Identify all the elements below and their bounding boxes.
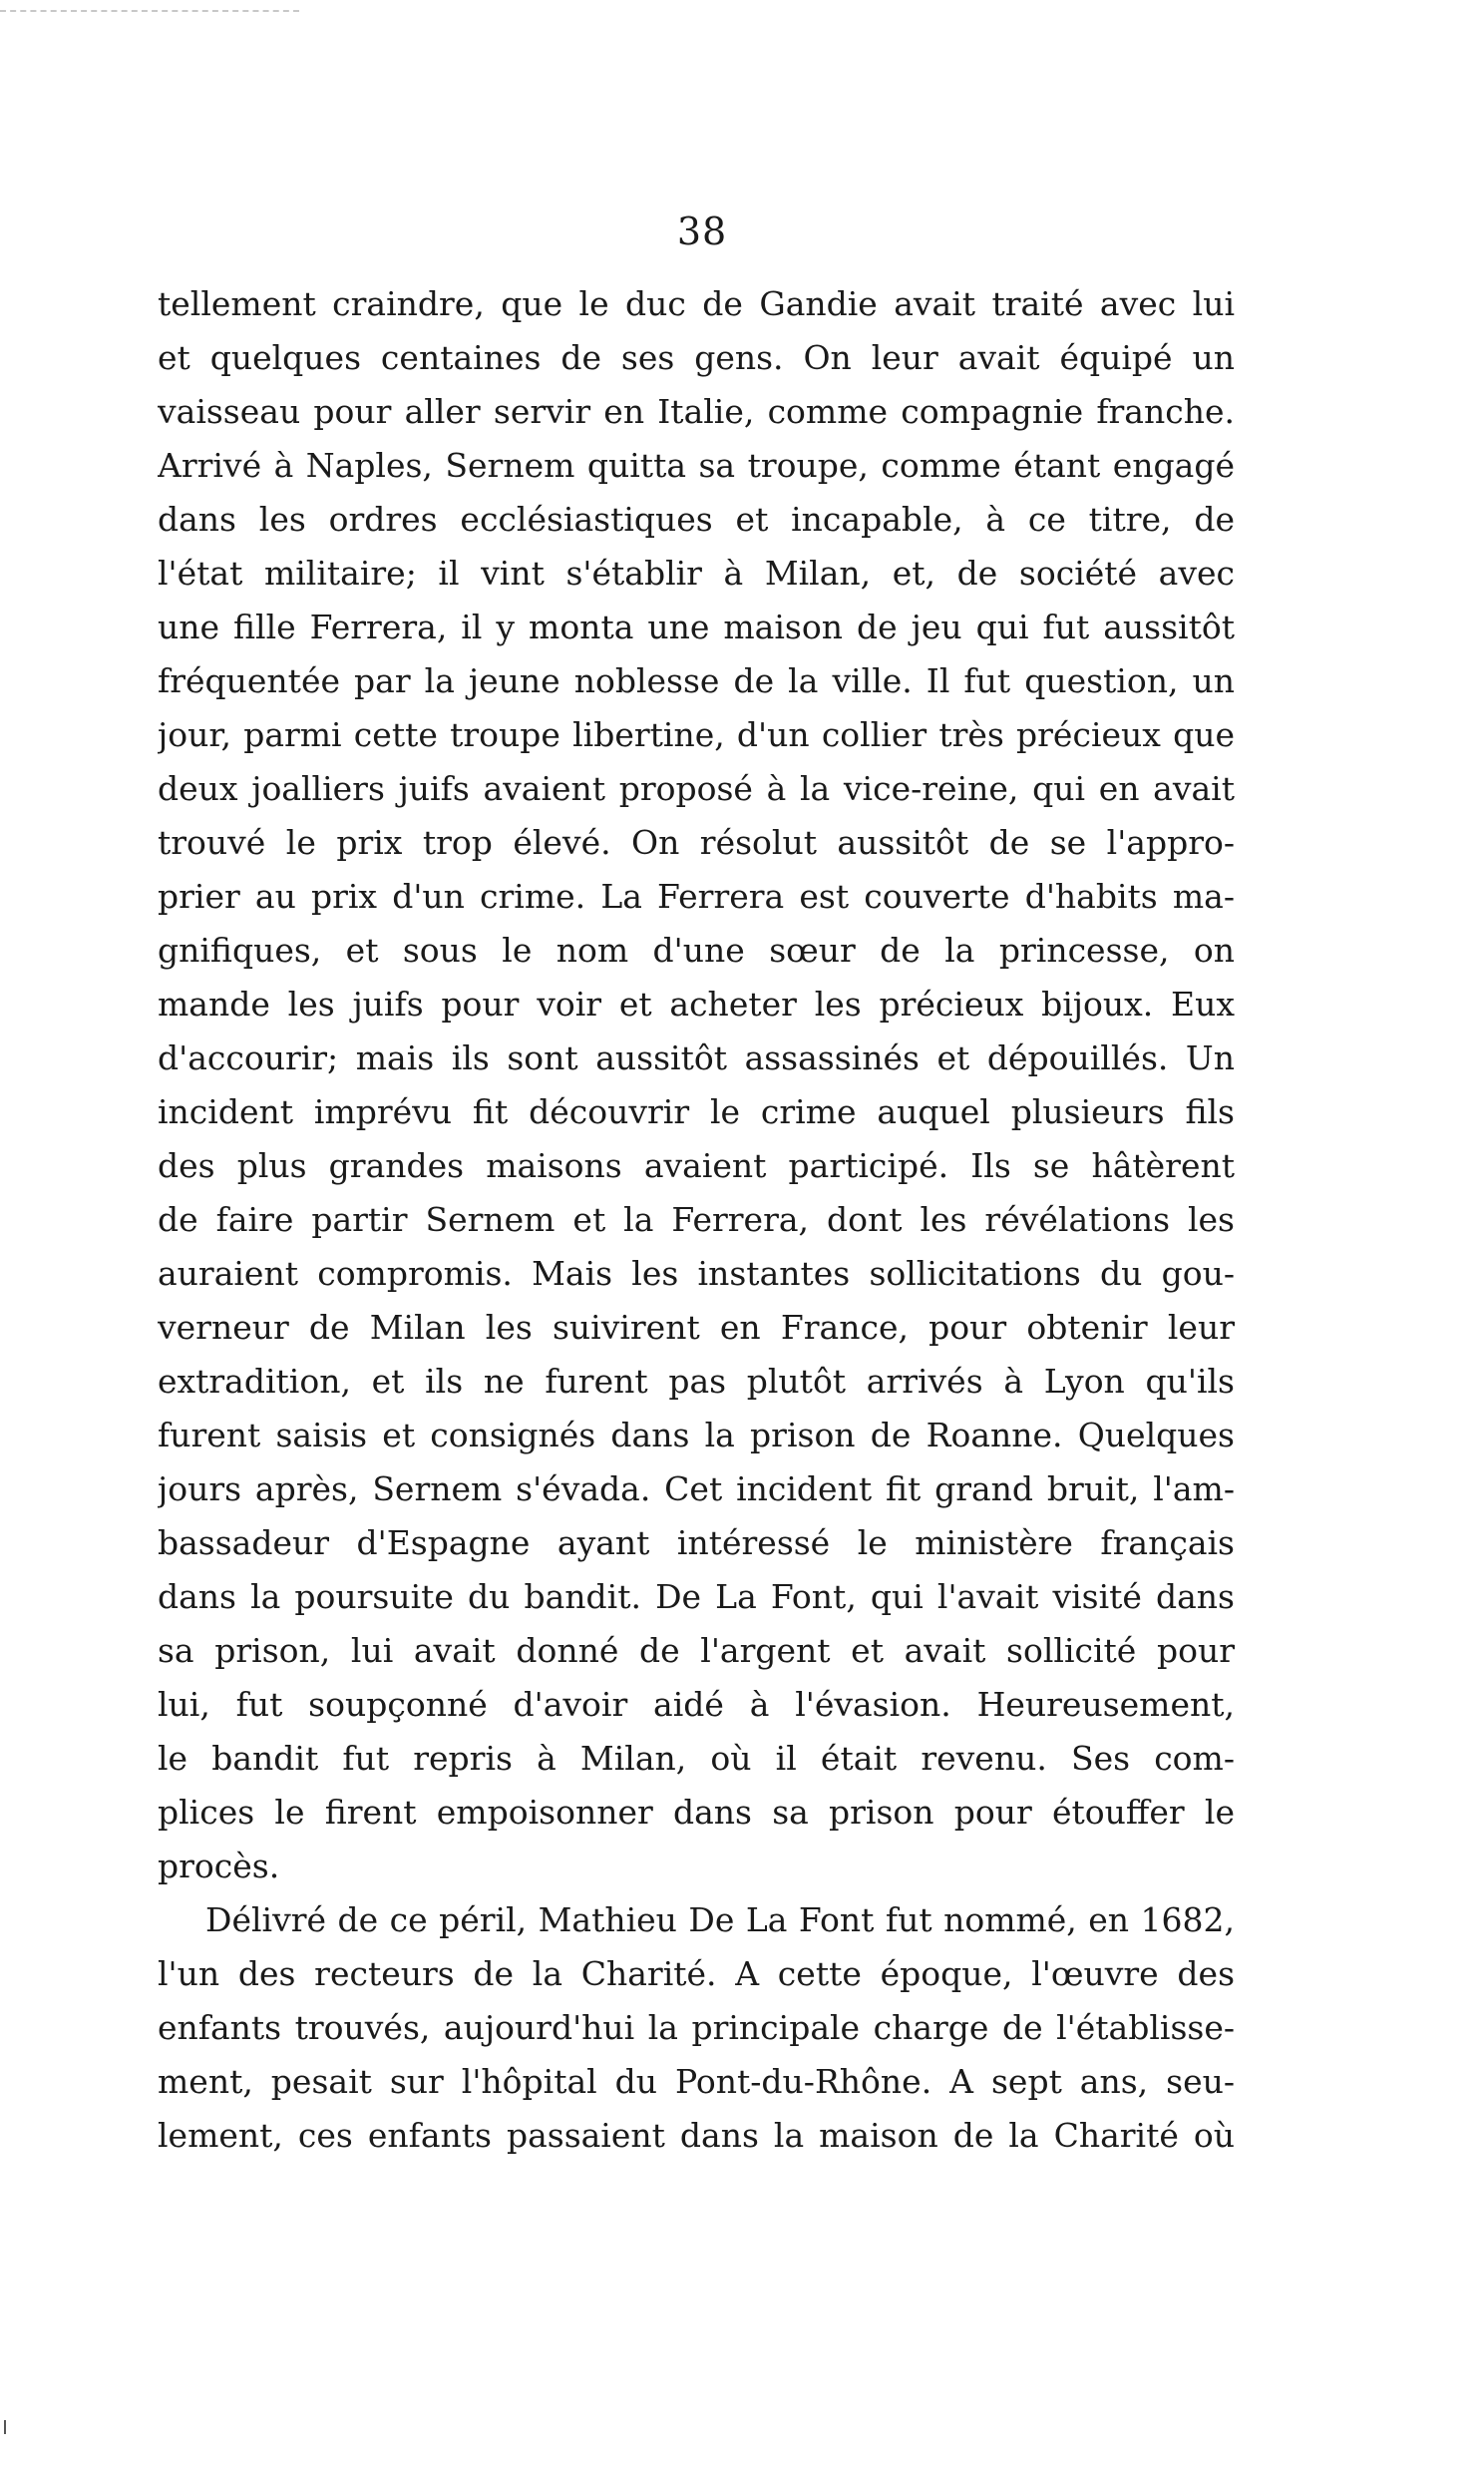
text-line: l'état militaire; il vint s'établir à Milan, et, de société avec	[158, 554, 1235, 593]
text-line: de faire partir Sernem et la Ferrera, dont les révélations les	[158, 1200, 1235, 1239]
text-line: bassadeur d'Espagne ayant intéressé le ministère français	[158, 1523, 1235, 1562]
paragraph-start-line: Délivré de ce péril, Mathieu De La Font fut nommé, en 1682,	[205, 1900, 1235, 1939]
text-line: auraient compromis. Mais les instantes sollicitations du gou-	[158, 1254, 1235, 1293]
body-text	[158, 277, 1235, 2163]
text-line: dans les ordres ecclésiastiques et incapable, à ce titre, de	[158, 500, 1235, 539]
text-line: incident imprévu fit découvrir le crime auquel plusieurs fils	[158, 1092, 1235, 1131]
paragraph-end-line: procès.	[158, 1847, 280, 1885]
text-line: d'accourir; mais ils sont aussitôt assassinés et dépouillés. Un	[158, 1038, 1235, 1077]
text-line: mande les juifs pour voir et acheter les précieux bijoux. Eux	[158, 985, 1235, 1024]
text-line: ment, pesait sur l'hôpital du Pont-du-Rhône. A sept ans, seu-	[158, 2062, 1235, 2101]
text-line: sa prison, lui avait donné de l'argent et avait sollicité pour	[158, 1631, 1235, 1670]
text-line: fréquentée par la jeune noblesse de la ville. Il fut question, un	[158, 661, 1235, 700]
text-line: et quelques centaines de ses gens. On leur avait équipé un	[158, 338, 1235, 377]
text-line: enfants trouvés, aujourd'hui la principale charge de l'établisse-	[158, 2008, 1235, 2047]
text-line: jour, parmi cette troupe libertine, d'un collier très précieux que	[158, 715, 1235, 754]
page-number: 38	[676, 209, 728, 253]
text-line: Arrivé à Naples, Sernem quitta sa troupe, comme étant engagé	[158, 446, 1235, 485]
scan-corner-mark	[4, 2420, 6, 2434]
text-line: deux joalliers juifs avaient proposé à la vice-reine, qui en avait	[158, 769, 1235, 808]
text-line: gnifiques, et sous le nom d'une sœur de la princesse, on	[158, 931, 1235, 970]
text-line: plices le firent empoisonner dans sa prison pour étouffer le	[158, 1793, 1235, 1832]
text-line: tellement craindre, que le duc de Gandie avait traité avec lui	[158, 284, 1235, 323]
text-line: une fille Ferrera, il y monta une maison de jeu qui fut aussitôt	[158, 608, 1235, 646]
text-line: dans la poursuite du bandit. De La Font, qui l'avait visité dans	[158, 1577, 1235, 1616]
text-line: jours après, Sernem s'évada. Cet incident fit grand bruit, l'am-	[158, 1469, 1235, 1508]
text-line: l'un des recteurs de la Charité. A cette époque, l'œuvre des	[158, 1954, 1235, 1993]
text-line: furent saisis et consignés dans la prison de Roanne. Quelques	[158, 1416, 1235, 1454]
text-line: lement, ces enfants passaient dans la maison de la Charité où	[158, 2116, 1235, 2155]
text-line: extradition, et ils ne furent pas plutôt arrivés à Lyon qu'ils	[158, 1362, 1235, 1401]
text-line: des plus grandes maisons avaient participé. Ils se hâtèrent	[158, 1146, 1235, 1185]
text-line: vaisseau pour aller servir en Italie, comme compagnie franche.	[158, 392, 1235, 431]
text-line: le bandit fut repris à Milan, où il était revenu. Ses com-	[158, 1739, 1235, 1778]
scan-edge-mark	[0, 10, 299, 12]
text-line: verneur de Milan les suivirent en France, pour obtenir leur	[158, 1308, 1235, 1347]
text-line: trouvé le prix trop élevé. On résolut aussitôt de se l'appro-	[158, 823, 1235, 862]
text-line: lui, fut soupçonné d'avoir aidé à l'évasion. Heureusement,	[158, 1685, 1235, 1724]
text-line: prier au prix d'un crime. La Ferrera est couverte d'habits ma-	[158, 877, 1235, 916]
